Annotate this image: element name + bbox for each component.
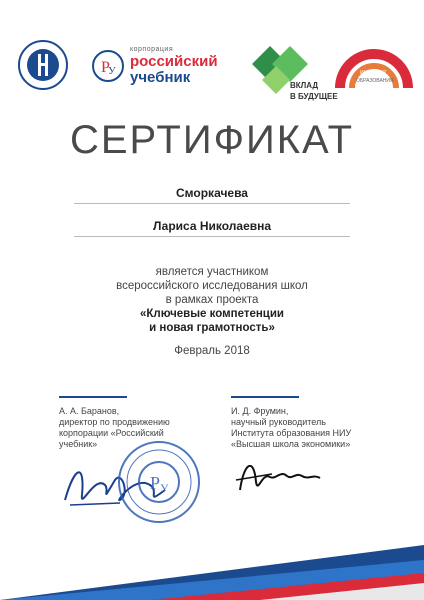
russian-textbook-logo-icon: [92, 50, 124, 82]
signatory-right: [231, 396, 391, 450]
signatory-right-role2: Института образования НИУ: [231, 428, 352, 438]
body-line2: всероссийского исследования школ: [116, 280, 308, 292]
signatory-right-role3: «Высшая школа экономики»: [231, 439, 351, 449]
russian-textbook-brand: [130, 46, 218, 85]
signatory-right-role1: научный руководитель: [231, 417, 326, 427]
signatory-right-rule: [231, 396, 299, 398]
project-line2: и новая грамотность»: [149, 322, 275, 334]
brand-line2: учебник: [130, 69, 191, 86]
participant-surname: Сморкачева: [74, 186, 350, 204]
signatory-left-role2: корпорации «Российский учебник»: [59, 428, 164, 449]
participant-given-names: Лариса Николаевна: [74, 219, 350, 237]
stamp-seal-icon: [117, 440, 201, 524]
svg-text:У: У: [160, 481, 169, 495]
edu-line1: ИНСТИТУТ: [360, 70, 387, 76]
logo-row: [0, 0, 424, 110]
signatory-left-role1: директор по продвижению: [59, 417, 170, 427]
svg-text:У: У: [108, 65, 116, 77]
vklad-line1: ВКЛАД: [290, 81, 319, 90]
body-line3: в рамках проекта: [165, 294, 259, 306]
brand-corp-label: корпорация: [130, 46, 174, 53]
signatory-right-name: И. Д. Фрумин,: [231, 406, 289, 416]
vklad-line2: В БУДУЩЕЕ: [290, 92, 338, 101]
vklad-v-budushchee-logo-icon: [250, 44, 338, 104]
body-line1: является участником: [155, 266, 269, 278]
brand-line1: российский: [130, 53, 218, 70]
signatory-left-rule: [59, 396, 127, 398]
institute-of-education-logo-icon: [334, 44, 414, 92]
certificate-title: СЕРТИФИКАТ: [69, 118, 355, 162]
decorative-color-band: [0, 525, 424, 600]
signature-right-icon: [232, 452, 322, 497]
svg-text:Р: Р: [101, 59, 110, 76]
signatory-left-name: А. А. Баранов,: [59, 406, 120, 416]
certificate-body: [0, 265, 424, 335]
edu-line2: ОБРАЗОВАНИЯ: [356, 78, 394, 84]
hse-logo-icon: [18, 40, 68, 90]
project-line1: «Ключевые компетенции: [139, 308, 284, 320]
certificate-date: Февраль 2018: [174, 345, 250, 357]
svg-text:Р: Р: [150, 473, 161, 493]
